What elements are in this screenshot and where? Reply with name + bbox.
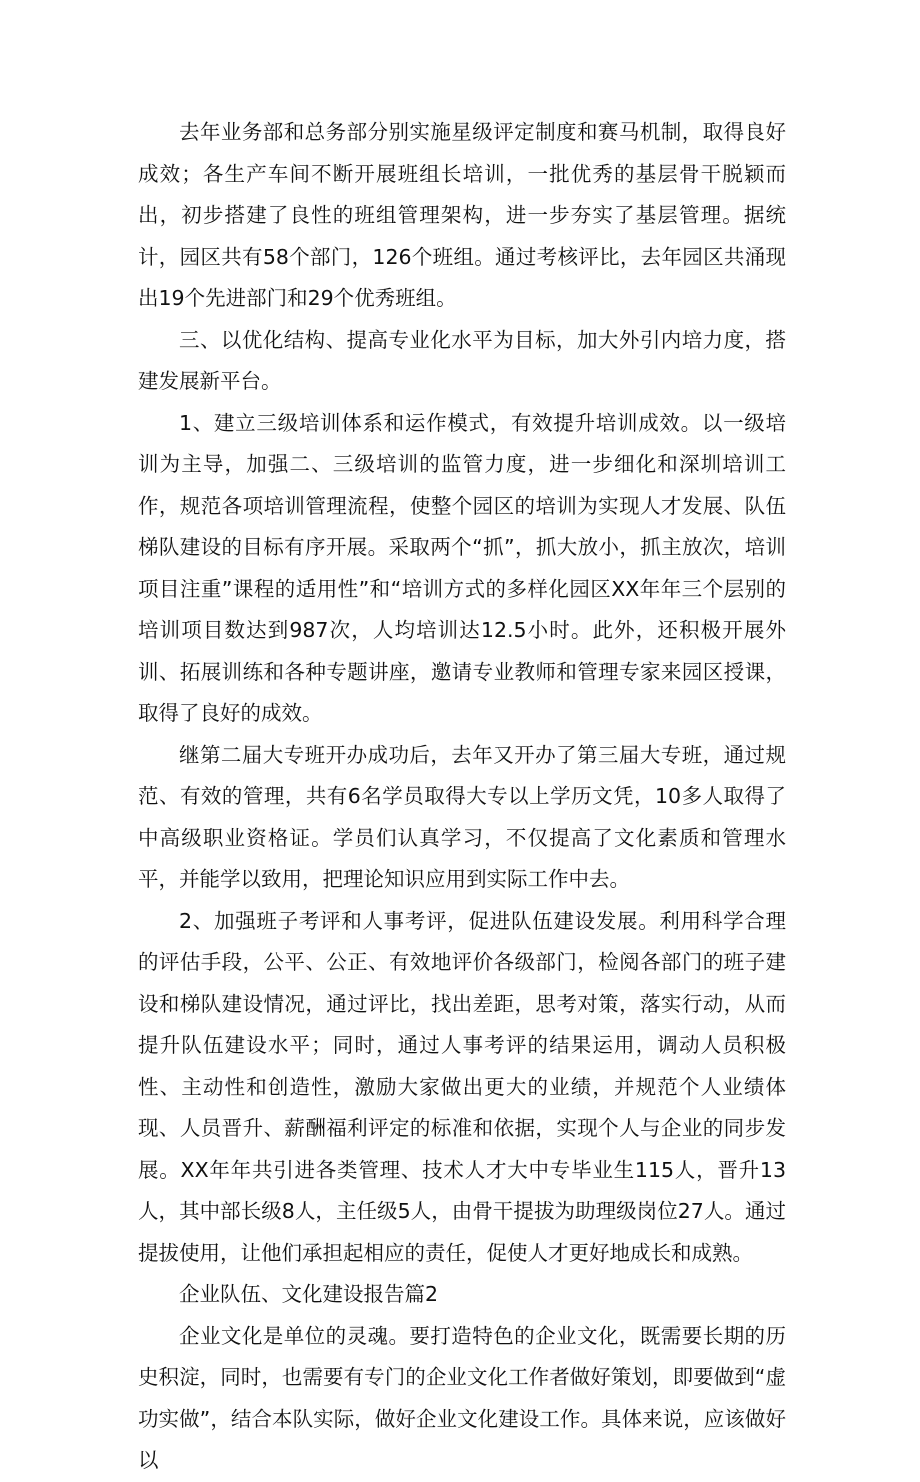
- document-body: [138, 112, 786, 1482]
- paragraph-training-system: 1、建立三级培训体系和运作模式，有效提升培训成效。以一级培训为主导，加强二、三级培训的监管力度，进一步细化和深圳培训工作，规范各项培训管理流程，使整个园区的培训为实现人才发展、队伍梯队建设的目标有序开展。采取两个“抓”，抓大放小，抓主放次，培训项目注重”课程的适用性”和“培训方式的多样化园区XX年年三个层别的培训项目数达到987次，人均培训达12.5小时。此外，还积极开展外训、拓展训练和各种专题讲座，邀请专业教师和管理专家来园区授课，取得了良好的成效。: [138, 410, 786, 725]
- paragraph-corporate-culture: 企业文化是单位的灵魂。要打造特色的企业文化，既需要长期的历史积淀，同时，也需要有专门的企业文化工作者做好策划，即要做到“虚功实做”，结合本队实际，做好企业文化建设工作。具体来说，应该做好以: [138, 1323, 786, 1472]
- paragraph-section-three-heading: 三、以优化结构、提高专业化水平为目标，加大外引内培力度，搭建发展新平台。: [138, 327, 786, 393]
- paragraph-personnel-evaluation: 2、加强班子考评和人事考评，促进队伍建设发展。利用科学合理的评估手段，公平、公正、有效地评价各级部门，检阅各部门的班子建设和梯队建设情况，通过评比，找出差距，思考对策，落实行动，从而提升队伍建设水平；同时，通过人事考评的结果运用，调动人员积极性、主动性和创造性，激励大家做出更大的业绩，并规范个人业绩体现、人员晋升、薪酬福利评定的标准和依据，实现个人与企业的同步发展。XX年年共引进各类管理、技术人才大中专毕业生115人，晋升13人，其中部长级8人，主任级5人，由骨干提拔为助理级岗位27人。通过提拔使用，让他们承担起相应的责任，促使人才更好地成长和成熟。: [138, 908, 786, 1265]
- paragraph-evaluation-summary: 去年业务部和总务部分别实施星级评定制度和赛马机制，取得良好成效；各生产车间不断开展班组长培训，一批优秀的基层骨干脱颖而出，初步搭建了良性的班组管理架构，进一步夯实了基层管理。据统计，园区共有58个部门，126个班组。通过考核评比，去年园区共涌现出19个先进部门和29个优秀班组。: [138, 120, 786, 310]
- report-section-title: 企业队伍、文化建设报告篇2: [179, 1282, 439, 1306]
- paragraph-college-class: 继第二届大专班开办成功后，去年又开办了第三届大专班，通过规范、有效的管理，共有6名学员取得大专以上学历文凭，10多人取得了中高级职业资格证。学员们认真学习，不仅提高了文化素质和管理水平，并能学以致用，把理论知识应用到实际工作中去。: [138, 742, 786, 891]
